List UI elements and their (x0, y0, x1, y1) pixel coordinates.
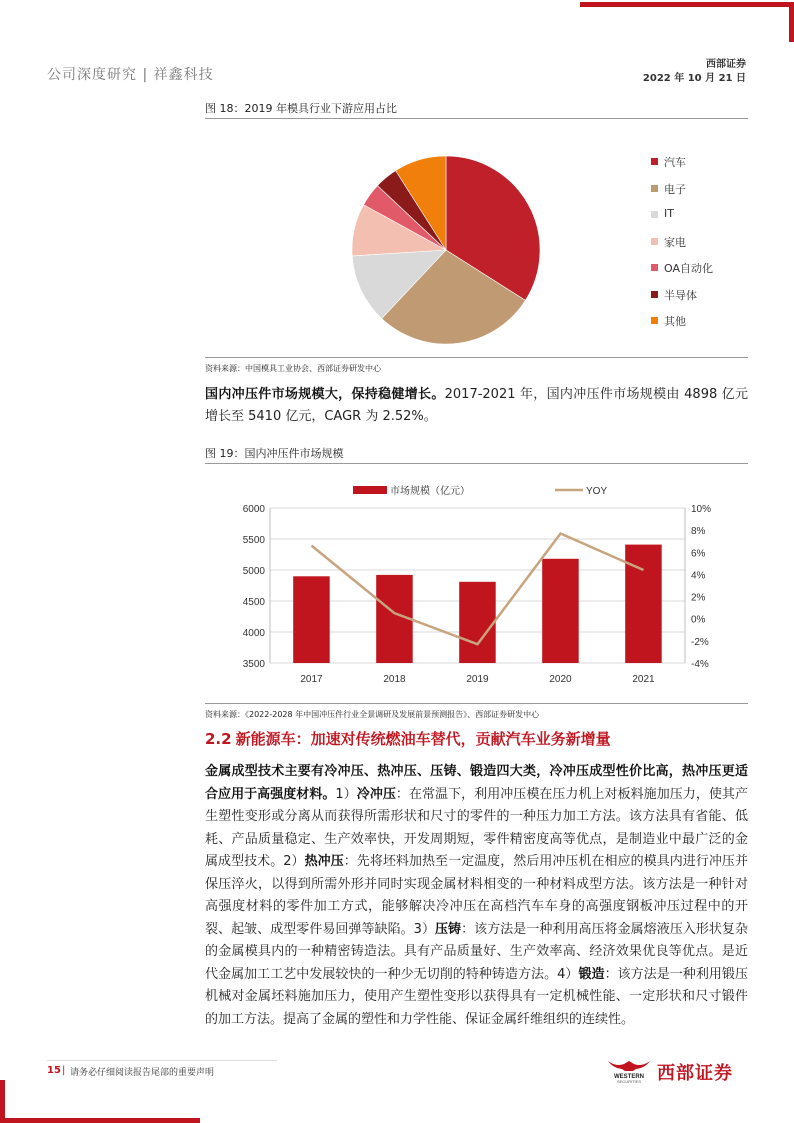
body-hot-text: ：先将坯料加热至一定温度，然后用冲压机在相应的模具内进行冲压并保压淬火，以得到所需外形并同时实现金属材料相变的一种材料成型方法。该方法是一种针对高强度材料的零件加工方式，能够解决冷冲压在高档汽车车身的高强度钢板冲压过程中的开裂、起皱、成型零件易回弹等缺陷。3） (205, 854, 748, 937)
fig18-source: 资料来源：中国模具工业协会、西部证券研发中心 (205, 364, 381, 373)
x-tick-label: 2018 (383, 674, 406, 685)
paragraph-market-size-lead: 国内冲压件市场规模大，保持稳健增长。 (205, 387, 445, 402)
y-right-tick-label: -4% (691, 659, 709, 670)
pie-chart-svg (340, 148, 560, 353)
header-date: 2022 年 10 月 21 日 (642, 73, 746, 84)
body-lead-bold: 金属成型技术主要有冷冲压、热冲压、压铸、锻造四大类，冷冲压成型性价比高，热冲压更适合应用于高强度材料。 (205, 764, 748, 802)
pie-legend-label: 电子 (664, 182, 686, 196)
fig19-bottom-rule (205, 703, 748, 704)
body-forge-label: 锻造 (578, 966, 605, 982)
pie-legend-label: 半导体 (664, 288, 697, 302)
fig19-top-rule (205, 463, 748, 464)
pie-legend-swatch (651, 264, 658, 271)
body-lead-number: 1） (335, 786, 357, 802)
pie-legend-swatch (651, 291, 658, 298)
corner-accent-bottom-vertical (0, 1080, 5, 1123)
section-title: 新能源车：加速对传统燃油车替代，贡献汽车业务新增量 (235, 730, 611, 748)
y-left-tick-label: 6000 (242, 504, 265, 515)
y-right-tick-label: 10% (691, 504, 712, 515)
bar-line-chart-svg (205, 478, 748, 688)
x-tick-label: 2019 (466, 674, 489, 685)
pie-legend-label: 家电 (664, 235, 686, 249)
x-tick-label: 2021 (632, 674, 655, 685)
bar-2020 (542, 559, 579, 663)
footer-separator: | (62, 1065, 66, 1076)
pie-legend-swatch (651, 238, 658, 245)
footer-rule (47, 1060, 277, 1061)
x-tick-label: 2020 (549, 674, 572, 685)
pie-legend-swatch (651, 317, 658, 324)
x-tick-label: 2017 (300, 674, 323, 685)
header-brand: 西部证券 (706, 59, 746, 70)
paragraph-market-size (205, 384, 748, 428)
legend-line-label: YOY (586, 486, 608, 497)
fig19-title: 图 19：国内冲压件市场规模 (205, 447, 344, 460)
y-left-tick-label: 4000 (242, 628, 265, 639)
body-forge-text: ：该方法是一种利用锻压机械对金属坯料施加压力，使用产生塑性变形以获得具有一定机械性能、一定形状和尺寸锻件的加工方法。提高了金属的塑性和力学性能、保证金属纤维组织的连续性。 (205, 966, 748, 1027)
logo-en-2: SECURITIES (616, 1079, 642, 1084)
corner-accent-top-horizontal (580, 2, 794, 7)
pie-legend-label: IT (664, 207, 674, 220)
fig18-title: 图 18：2019 年模具行业下游应用占比 (205, 102, 397, 115)
section-heading (205, 728, 611, 749)
bar-2017 (293, 576, 330, 663)
pie-legend-swatch (651, 185, 658, 192)
y-right-tick-label: -2% (691, 636, 709, 648)
legend-bar-swatch (353, 486, 387, 494)
y-right-tick-label: 4% (691, 570, 706, 582)
y-left-tick-label: 5000 (242, 566, 265, 577)
y-left-tick-label: 3500 (242, 659, 265, 670)
fig18-top-rule (205, 118, 748, 119)
y-right-tick-label: 2% (691, 592, 706, 604)
body-cold-label: 冷冲压 (356, 786, 396, 802)
body-hot-label: 热冲压 (304, 854, 344, 869)
body-die-label: 压铸 (435, 921, 462, 937)
footer-disclaimer: 请务必仔细阅读报告尾部的重要声明 (70, 1068, 215, 1078)
pie-legend-label: 汽车 (664, 156, 686, 169)
paragraph-market-size-text: 2017-2021 年，国内冲压件市场规模由 4898 亿元增长至 5410 亿元，CAGR 为 2.52%。 (205, 387, 748, 424)
legend-bar-label: 市场规模（亿元） (390, 486, 470, 497)
fig19-source: 资料来源：《2022-2028 年中国冲压件行业全景调研及发展前景预测报告》、西部证券研发中心 (205, 710, 540, 719)
body-die-text: ：该方法是一种利用高压将金属熔液压入形状复杂的金属模具内的一种精密铸造法。具有产品质量好、生产效率高、经济效果优良等优点。是近代金属加工工艺中发展较快的一种少无切削的特种铸造方法。4） (205, 921, 748, 982)
pie-chart (340, 148, 560, 353)
bar-2021 (625, 545, 662, 663)
body-paragraph (205, 761, 748, 1031)
y-right-tick-label: 0% (691, 614, 706, 626)
western-securities-logo-icon (604, 1058, 654, 1084)
pie-legend-swatch (651, 211, 658, 218)
corner-accent-bottom-horizontal (0, 1118, 200, 1123)
y-left-tick-label: 4500 (242, 597, 265, 608)
logo-en-1: WESTERN (614, 1074, 644, 1080)
footer-logo-text: 西部证券 (657, 1063, 733, 1084)
section-number: 2.2 (205, 730, 232, 748)
pie-legend-label: OA自动化 (664, 262, 713, 275)
bar-2019 (459, 582, 496, 663)
footer-page-number: 15 (47, 1065, 61, 1076)
fig18-bottom-rule (205, 357, 748, 358)
header-report-type: 公司深度研究 | 祥鑫科技 (47, 67, 214, 83)
pie-legend-label: 其他 (664, 315, 686, 328)
y-right-tick-label: 6% (691, 548, 706, 560)
body-cold-text: ：在常温下，利用冲压模在压力机上对板料施加压力，使其产生塑性变形或分离从而获得所需形状和尺寸的零件的一种压力加工方法。该方法具有省能、低耗、产品质量稳定、生产效率快，开发周期短，零件精密度高等优点，是制造业中最广泛的金属成型技术。2） (205, 786, 748, 869)
corner-accent-top-vertical (789, 2, 794, 42)
bar-line-chart (205, 478, 748, 688)
pie-legend-swatch (651, 158, 658, 165)
y-left-tick-label: 5500 (242, 535, 265, 546)
y-right-tick-label: 8% (691, 526, 706, 538)
